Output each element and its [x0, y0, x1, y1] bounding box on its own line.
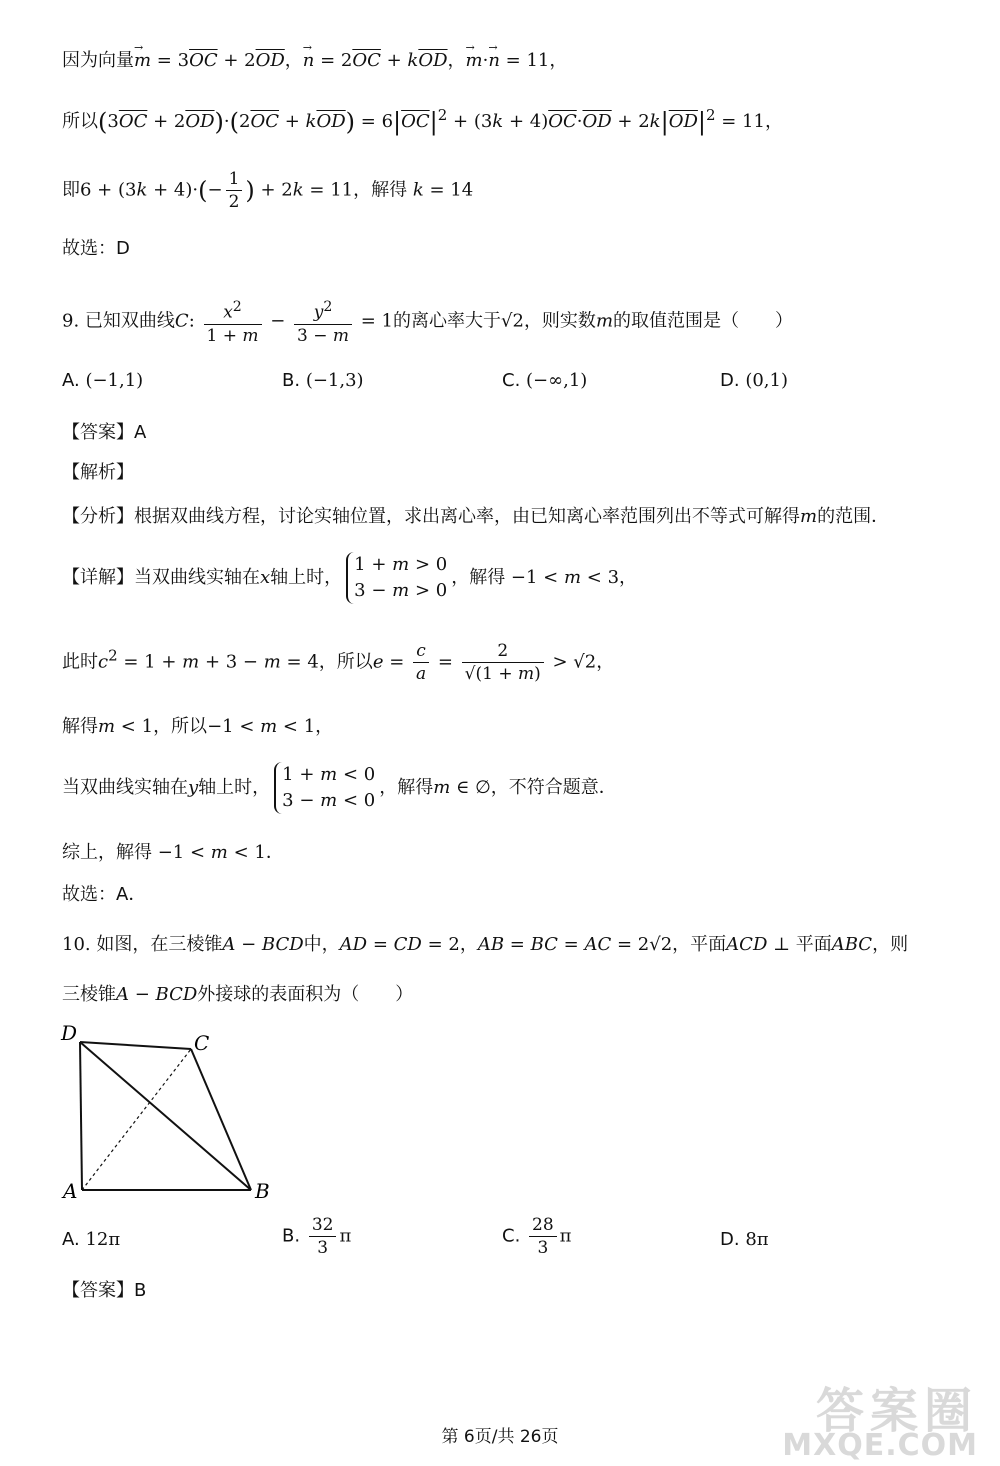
q9-option-d[interactable]: D. (0,1)	[720, 370, 788, 391]
q10-answer: 【答案】B	[62, 1280, 147, 1301]
edge-DA	[80, 1042, 82, 1190]
label-B: B	[255, 1179, 270, 1203]
watermark-url: MXQE.COM	[782, 1428, 978, 1463]
q9-option-c[interactable]: C. (−∞,1)	[502, 370, 588, 391]
sol8-line1: 因为向量→ $m = 3\overline{OC} + 2\overline{OD}$，→ $n = 2\overline{OC} + k\overline{OD}$，→ m·→ n = 11，	[62, 48, 960, 74]
q9-option-a[interactable]: A. (−1,1)	[62, 370, 144, 391]
question10-stem-2: 三棱锥A − BCD外接球的表面积为（ ）	[62, 984, 414, 1005]
q9-detail-1: 【详解】当双曲线实轴在x轴上时， 1 + m > 0 3 − m > 0 ，解得 −1 < m < 3，	[62, 552, 960, 608]
edge-DC	[80, 1042, 191, 1049]
sol8-choose: 故选：D	[62, 238, 130, 259]
q10-option-b[interactable]: B. $\frac{32}{3}$ π	[282, 1215, 352, 1258]
q9-choose: 故选：A．	[62, 884, 147, 905]
sol8-line2: 所以$(3\overline{OC} + 2\overline{OD})\cdot(2\overline{OC} + k\overline{OD}) = 6|\overline{OC}|^2 + (3k + 4)\overline{OC}\cdot\overline{OD} + 2k|\overline{OD}|^2 = 11$，	[62, 106, 783, 136]
sol8-line3: 即6 + (3k + 4)·(− $\frac{1}{2}$ ) + 2k = 11，解得 k = 14	[62, 169, 474, 212]
q9-detail-3: 解得m < 1，所以−1 < m < 1，	[62, 716, 334, 737]
vector-m: → m	[134, 48, 151, 74]
q9-analysis-head: 【解析】	[62, 462, 134, 483]
tetrahedron-figure	[58, 1020, 278, 1205]
label-D: D	[61, 1021, 78, 1045]
q9-detail-4: 当双曲线实轴在y轴上时， 1 + m < 0 3 − m < 0 ，解得m ∈ ∅，不符合题意．	[62, 762, 960, 818]
q9-option-b[interactable]: B. (−1,3)	[282, 370, 364, 391]
question10-stem: 10. 如图，在三棱锥A − BCD中，AD = CD = 2，AB = BC = AC = 2√2，平面ACD ⊥ 平面ABC，则	[62, 934, 909, 955]
q10-option-c[interactable]: C. $\frac{28}{3}$ π	[502, 1215, 572, 1258]
edge-CB	[191, 1049, 251, 1190]
watermark-logo: 答案圈	[815, 1383, 978, 1439]
q9-answer: 【答案】A	[62, 422, 147, 443]
q9-summary: 综上，解得 −1 < m < 1．	[62, 842, 284, 863]
edge-DB	[80, 1042, 251, 1190]
edge-AC-hidden	[82, 1049, 191, 1190]
page-footer: 第 6页/共 26页	[441, 1427, 559, 1447]
question9-stem: 9. 已知双曲线C: $\frac{x^2}{1 + m}$ − $\frac{y^2}{3 - m}$ = 1的离心率大于√2，则实数m的取值范围是（ ）	[62, 296, 960, 344]
label-A: A	[63, 1179, 78, 1203]
q10-option-d[interactable]: D. 8π	[720, 1229, 769, 1250]
q9-detail-2: 此时$c^2 = 1 + m + 3 - m = 4$，所以e = $\frac{c}{a}$ = $\frac{2}{√(1 + m)}$ > √2，	[62, 641, 615, 684]
text: 因为向量	[62, 50, 134, 71]
q10-option-a[interactable]: A. 12π	[62, 1229, 121, 1250]
label-C: C	[194, 1031, 210, 1055]
q9-analysis: 【分析】根据双曲线方程，讨论实轴位置，求出离心率，由已知离心率范围列出不等式可解得m的范围．	[62, 506, 890, 527]
